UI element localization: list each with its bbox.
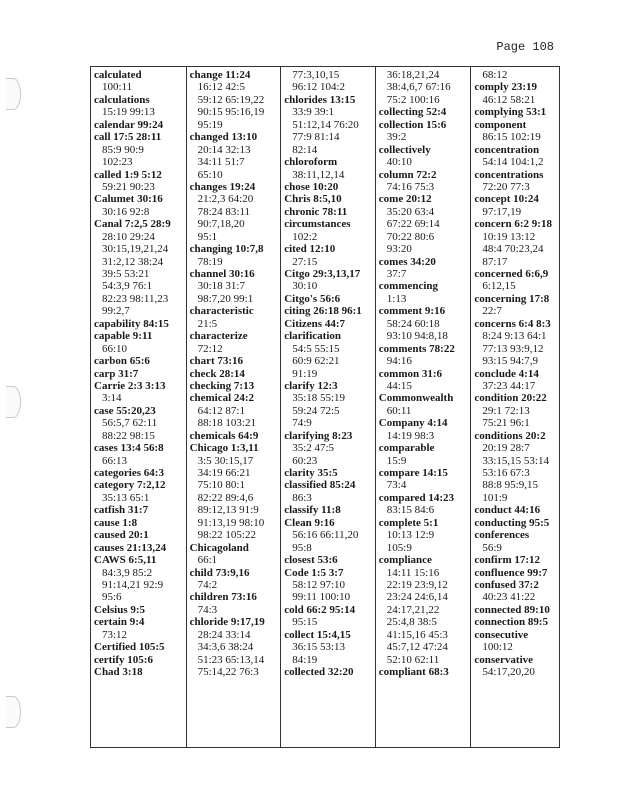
index-page-refs: 99:2,7 [102,305,130,318]
page-number: Page 108 [496,40,554,54]
index-page-refs: 77:13 93:9,12 [482,342,544,355]
index-term: called 1:9 5:12 [94,168,162,181]
index-page-refs: 10:19 13:12 [482,230,536,243]
index-page-refs: 72:20 77:3 [482,180,530,193]
index-page-refs: 14:19 98:3 [386,429,435,442]
index-page-refs: 54:17,20,20 [482,666,535,678]
index-page-refs: 59:24 72:5 [292,404,340,417]
index-page-refs: 73:12 [102,628,128,641]
index-term: chemical 24:2 [189,392,255,405]
index-term: collectively [378,143,431,156]
index-page-refs: 84:19 [292,653,318,666]
index-term: Citgo's 56:6 [284,292,341,305]
index-page-refs: 91:14,21 92:9 [102,578,164,591]
binder-hole-middle [6,386,21,418]
index-term: carbon 65:6 [94,355,150,368]
index-page-refs: 30:10 [292,280,318,293]
index-page-refs: 90:7,18,20 [197,218,245,231]
index-term: confused 37:2 [474,578,539,591]
index-page-refs: 95:1 [197,230,218,243]
index-page-refs: 95:15 [292,616,318,629]
index-page-refs: 60:23 [292,454,318,467]
index-page-refs: 78:19 [197,255,223,268]
index-page-refs: 96:12 104:2 [292,81,346,94]
index-page-refs: 105:9 [386,541,412,554]
index-term: Commonwealth [378,392,454,405]
index-term: category 7:2,12 [94,479,166,492]
index-page-refs: 14:11 15:16 [386,566,440,579]
index-page-refs: 78:24 83:11 [197,205,251,218]
index-page-refs: 97:17,19 [482,205,522,218]
index-page-refs: 99:11 100:10 [292,591,351,604]
index-page-refs: 93:20 [386,243,412,256]
index-page-refs: 40:10 [386,156,412,169]
index-term: conducting 95:5 [474,516,550,529]
index-term: checking 7:13 [189,379,255,392]
index-term: come 20:12 [378,193,432,206]
index-page-refs: 34:11 51:7 [197,156,245,169]
index-page-refs: 86:3 [292,491,312,504]
index-term: concentrations [474,168,544,181]
index-term: child 73:9,16 [189,566,250,579]
index-term: connection 89:5 [474,616,549,629]
index-page-refs: 68:12 [482,69,508,81]
index-term: collection 15:6 [378,118,447,131]
index-column-1 [91,67,187,747]
index-term: confluence 99:7 [474,566,548,579]
index-term: complete 5:1 [378,516,439,529]
index-term: children 73:16 [189,591,257,604]
index-page-refs: 38:11,12,14 [292,168,345,181]
index-page-refs: 30:18 31:7 [197,280,245,293]
index-page-refs: 75:14,22 76:3 [197,666,259,678]
index-page-refs: 21:5 [197,317,218,330]
index-page-refs: 8:24 9:13 64:1 [482,330,547,343]
index-page-refs: 30:16 92:8 [102,205,150,218]
index-page-refs: 31:2,12 38:24 [102,255,164,268]
index-page-refs: 66:13 [102,454,128,467]
index-page-refs: 88:18 103:21 [197,417,256,430]
index-term: common 31:6 [378,367,443,380]
index-term: calculated [94,69,142,81]
index-page-refs: 24:17,21,22 [386,603,440,616]
index-term: change 11:24 [189,69,251,81]
index-page-refs: 45:7,12 47:24 [386,641,448,654]
index-term: compare 14:15 [378,467,448,479]
index-page-refs: 22:19 23:9,12 [386,578,448,591]
index-page-refs: 101:9 [482,491,508,504]
index-term: comment 9:16 [378,305,446,318]
index-term: conservative [474,653,534,666]
index-page-refs: 37:23 44:17 [482,379,536,392]
index-page-refs: 56:16 66:11,20 [292,529,359,542]
index-term: collected 32:20 [284,666,354,678]
index-page-refs: 85:9 90:9 [102,143,144,156]
word-index-table [90,66,560,748]
index-page-refs: 20:19 28:7 [482,442,530,455]
index-term: closest 53:6 [284,554,338,567]
index-term: concerning 17:8 [474,292,550,305]
index-page-refs: 82:14 [292,143,318,156]
index-term: Company 4:14 [378,417,448,430]
index-page-refs: 56:9 [482,541,502,554]
index-term: clarification [284,330,342,343]
index-term: chloroform [284,156,338,169]
index-page-refs: 3:5 30:15,17 [197,454,254,467]
index-term: case 55:20,23 [94,404,156,417]
index-page-refs: 95:6 [102,591,122,604]
index-term: capable 9:11 [94,330,153,343]
index-page-refs: 34:3,6 38:24 [197,641,254,654]
index-page-refs: 95:8 [292,541,312,554]
index-column-4 [376,67,472,747]
index-page-refs: 3:14 [102,392,122,405]
index-term: characteristic [189,305,254,318]
index-page-refs: 95:19 [197,118,223,131]
index-term: complying 53:1 [474,106,547,119]
index-term: circumstances [284,218,351,231]
index-term: conditions 20:2 [474,429,546,442]
index-page-refs: 60:9 62:21 [292,355,340,368]
index-page-refs: 44:15 [386,379,412,392]
index-page-refs: 82:23 98:11,23 [102,292,169,305]
index-term: certify 105:6 [94,653,153,666]
index-page-refs: 20:14 32:13 [197,143,251,156]
index-term: conclude 4:14 [474,367,539,380]
binder-hole-bottom [6,696,21,728]
index-term: conferences [474,529,530,542]
index-page-refs: 36:15 53:13 [292,641,346,654]
index-page-refs: 94:16 [386,355,412,368]
index-page-refs: 37:7 [386,268,407,280]
index-term: comes 34:20 [378,255,436,268]
index-term: cause 1:8 [94,516,138,529]
index-term: Clean 9:16 [284,516,335,529]
index-term: comparable [378,442,435,455]
index-column-2 [187,67,282,747]
index-page-refs: 35:13 65:1 [102,491,150,504]
index-page-refs: 22:7 [482,305,502,318]
index-page-refs: 52:10 62:11 [386,653,440,666]
index-page-refs: 64:12 87:1 [197,404,245,417]
index-term: concentration [474,143,540,156]
index-term: Chad 3:18 [94,666,143,678]
index-term: Certified 105:5 [94,641,165,654]
index-page-refs: 38:4,6,7 67:16 [386,81,451,94]
index-column-3 [281,67,376,747]
index-page-refs: 98:7,20 99:1 [197,292,254,305]
index-term: component [474,118,527,131]
index-page-refs: 35:2 47:5 [292,442,335,455]
index-page-refs: 74:3 [197,603,218,616]
index-term: compliant 68:3 [378,666,449,678]
index-term: clarify 12:3 [284,379,338,392]
index-page-refs: 33:15,15 53:14 [482,454,549,467]
index-term: chose 10:20 [284,180,339,193]
index-page-refs: 39:5 53:21 [102,268,150,280]
index-page-refs: 23:24 24:6,14 [386,591,448,604]
index-page-refs: 21:2,3 64:20 [197,193,254,206]
index-term: column 72:2 [378,168,437,181]
index-term: concerns 6:4 8:3 [474,317,551,330]
index-page-refs: 93:10 94:8,18 [386,330,448,343]
index-term: chlorides 13:15 [284,93,356,106]
index-term: confirm 17:12 [474,554,541,567]
index-page-refs: 74:2 [197,578,218,591]
index-page-refs: 66:1 [197,554,218,567]
index-page-refs: 65:10 [197,168,223,181]
index-term: condition 20:22 [474,392,547,405]
index-term: characterize [189,330,248,343]
index-page-refs: 75:2 100:16 [386,93,440,106]
index-term: chart 73:16 [189,355,244,368]
index-page-refs: 15:19 99:13 [102,106,155,119]
index-page-refs: 73:4 [386,479,407,492]
index-page-refs: 72:12 [197,342,223,355]
index-term: calculations [94,93,150,106]
index-term: CAWS 6:5,11 [94,554,157,567]
index-page-refs: 100:12 [482,641,513,654]
index-term: Carrie 2:3 3:13 [94,379,166,392]
index-page-refs: 89:12,13 91:9 [197,504,259,517]
index-term: concern 6:2 9:18 [474,218,552,231]
index-page-refs: 29:1 72:13 [482,404,530,417]
index-page-refs: 15:9 [386,454,407,467]
index-term: catfish 31:7 [94,504,149,517]
index-term: changing 10:7,8 [189,243,264,256]
index-page-refs: 70:22 80:6 [386,230,435,243]
index-page-refs: 100:11 [102,81,133,94]
index-page-refs: 35:18 55:19 [292,392,346,405]
index-page-refs: 33:9 39:1 [292,106,335,119]
index-page-refs: 10:13 12:9 [386,529,435,542]
index-page-refs: 58:24 60:18 [386,317,440,330]
index-page-refs: 88:8 95:9,15 [482,479,538,492]
index-term: changes 19:24 [189,180,256,193]
index-page-refs: 41:15,16 45:3 [386,628,448,641]
index-term: citing 26:18 96:1 [284,305,362,318]
index-term: Canal 7:2,5 28:9 [94,218,171,231]
index-term: clarity 35:5 [284,467,338,479]
index-page-refs: 98:22 105:22 [197,529,256,542]
index-term: Chicago 1:3,11 [189,442,259,455]
index-page-refs: 46:12 58:21 [482,93,536,106]
index-term: call 17:5 28:11 [94,131,162,144]
index-page-refs: 58:12 97:10 [292,578,346,591]
index-page-refs: 16:12 42:5 [197,81,245,94]
index-page-refs: 82:22 89:4,6 [197,491,254,504]
index-page-refs: 54:14 104:1,2 [482,156,544,169]
index-term: Celsius 9:5 [94,603,146,616]
index-page-refs: 77:3,10,15 [292,69,340,81]
index-page-refs: 28:24 33:14 [197,628,251,641]
index-page-refs: 75:10 80:1 [197,479,245,492]
index-term: Code 1:5 3:7 [284,566,344,579]
index-term: consecutive [474,628,529,641]
index-term: channel 30:16 [189,268,255,280]
index-page-refs: 28:10 29:24 [102,230,155,243]
index-term: comply 23:19 [474,81,538,94]
index-term: categories 64:3 [94,467,164,479]
index-term: chronic 78:11 [284,205,348,218]
index-term: classify 11:8 [284,504,341,517]
index-page-refs: 60:11 [386,404,412,417]
index-page-refs: 86:15 102:19 [482,131,541,144]
index-term: capability 84:15 [94,317,169,330]
index-page-refs: 40:23 41:22 [482,591,536,604]
index-page-refs: 1:13 [386,292,407,305]
index-page-refs: 90:15 95:16,19 [197,106,265,119]
index-page-refs: 102:2 [292,230,318,243]
index-term: chloride 9:17,19 [189,616,265,629]
index-term: clarifying 8:23 [284,429,353,442]
index-term: cited 12:10 [284,243,336,256]
index-page-refs: 27:15 [292,255,318,268]
index-page-refs: 54:5 55:15 [292,342,340,355]
index-page-refs: 53:16 67:3 [482,467,530,479]
index-term: Chris 8:5,10 [284,193,342,206]
index-page-refs: 48:4 70:23,24 [482,243,544,256]
index-page-refs: 54:3,9 76:1 [102,280,153,293]
index-column-5 [471,67,559,747]
index-page-refs: 83:15 84:6 [386,504,435,517]
index-page-refs: 91:19 [292,367,318,380]
index-term: compared 14:23 [378,491,455,504]
index-term: Citgo 29:3,13,17 [284,268,361,280]
index-term: cases 13:4 56:8 [94,442,164,455]
index-term: commencing [378,280,439,293]
index-term: check 28:14 [189,367,245,380]
index-page-refs: 67:22 69:14 [386,218,440,231]
index-term: comments 78:22 [378,342,455,355]
index-term: certain 9:4 [94,616,145,629]
index-page-refs: 87:17 [482,255,508,268]
index-page-refs: 88:22 98:15 [102,429,155,442]
index-term: carp 31:7 [94,367,139,380]
index-page-refs: 25:4,8 38:5 [386,616,437,629]
index-term: concerned 6:6,9 [474,268,549,280]
index-page-refs: 74:9 [292,417,312,430]
index-page-refs: 84:3,9 85:2 [102,566,153,579]
index-term: conduct 44:16 [474,504,541,517]
index-page-refs: 6:12,15 [482,280,516,293]
index-page-refs: 34:19 66:21 [197,467,251,479]
index-page-refs: 30:15,19,21,24 [102,243,169,256]
index-page-refs: 36:18,21,24 [386,69,440,81]
index-page-refs: 66:10 [102,342,128,355]
index-term: collect 15:4,15 [284,628,351,641]
index-term: Calumet 30:16 [94,193,163,206]
index-term: connected 89:10 [474,603,550,616]
binder-hole-top [6,78,21,110]
index-page-refs: 56:5,7 62:11 [102,417,158,430]
index-page-refs: 75:21 96:1 [482,417,530,430]
index-page-refs: 35:20 63:4 [386,205,435,218]
index-term: calendar 99:24 [94,118,164,131]
index-page-refs: 93:15 94:7,9 [482,355,538,368]
index-term: collecting 52:4 [378,106,447,119]
index-term: Chicagoland [189,541,249,554]
index-term: caused 20:1 [94,529,149,542]
index-term: Citizens 44:7 [284,317,345,330]
index-page-refs: 102:23 [102,156,133,169]
index-term: compliance [378,554,432,567]
index-page-refs: 59:12 65:19,22 [197,93,265,106]
index-page-refs: 91:13,19 98:10 [197,516,265,529]
index-page-refs: 39:2 [386,131,407,144]
index-page-refs: 77:9 81:14 [292,131,340,144]
index-term: changed 13:10 [189,131,258,144]
index-term: classified 85:24 [284,479,356,492]
index-term: chemicals 64:9 [189,429,259,442]
index-page-refs: 59:21 90:23 [102,180,155,193]
index-page-refs: 51:12,14 76:20 [292,118,359,131]
index-term: cold 66:2 95:14 [284,603,356,616]
index-term: causes 21:13,24 [94,541,167,554]
index-term: concept 10:24 [474,193,539,206]
index-page-refs: 74:16 75:3 [386,180,435,193]
index-page-refs: 51:23 65:13,14 [197,653,265,666]
